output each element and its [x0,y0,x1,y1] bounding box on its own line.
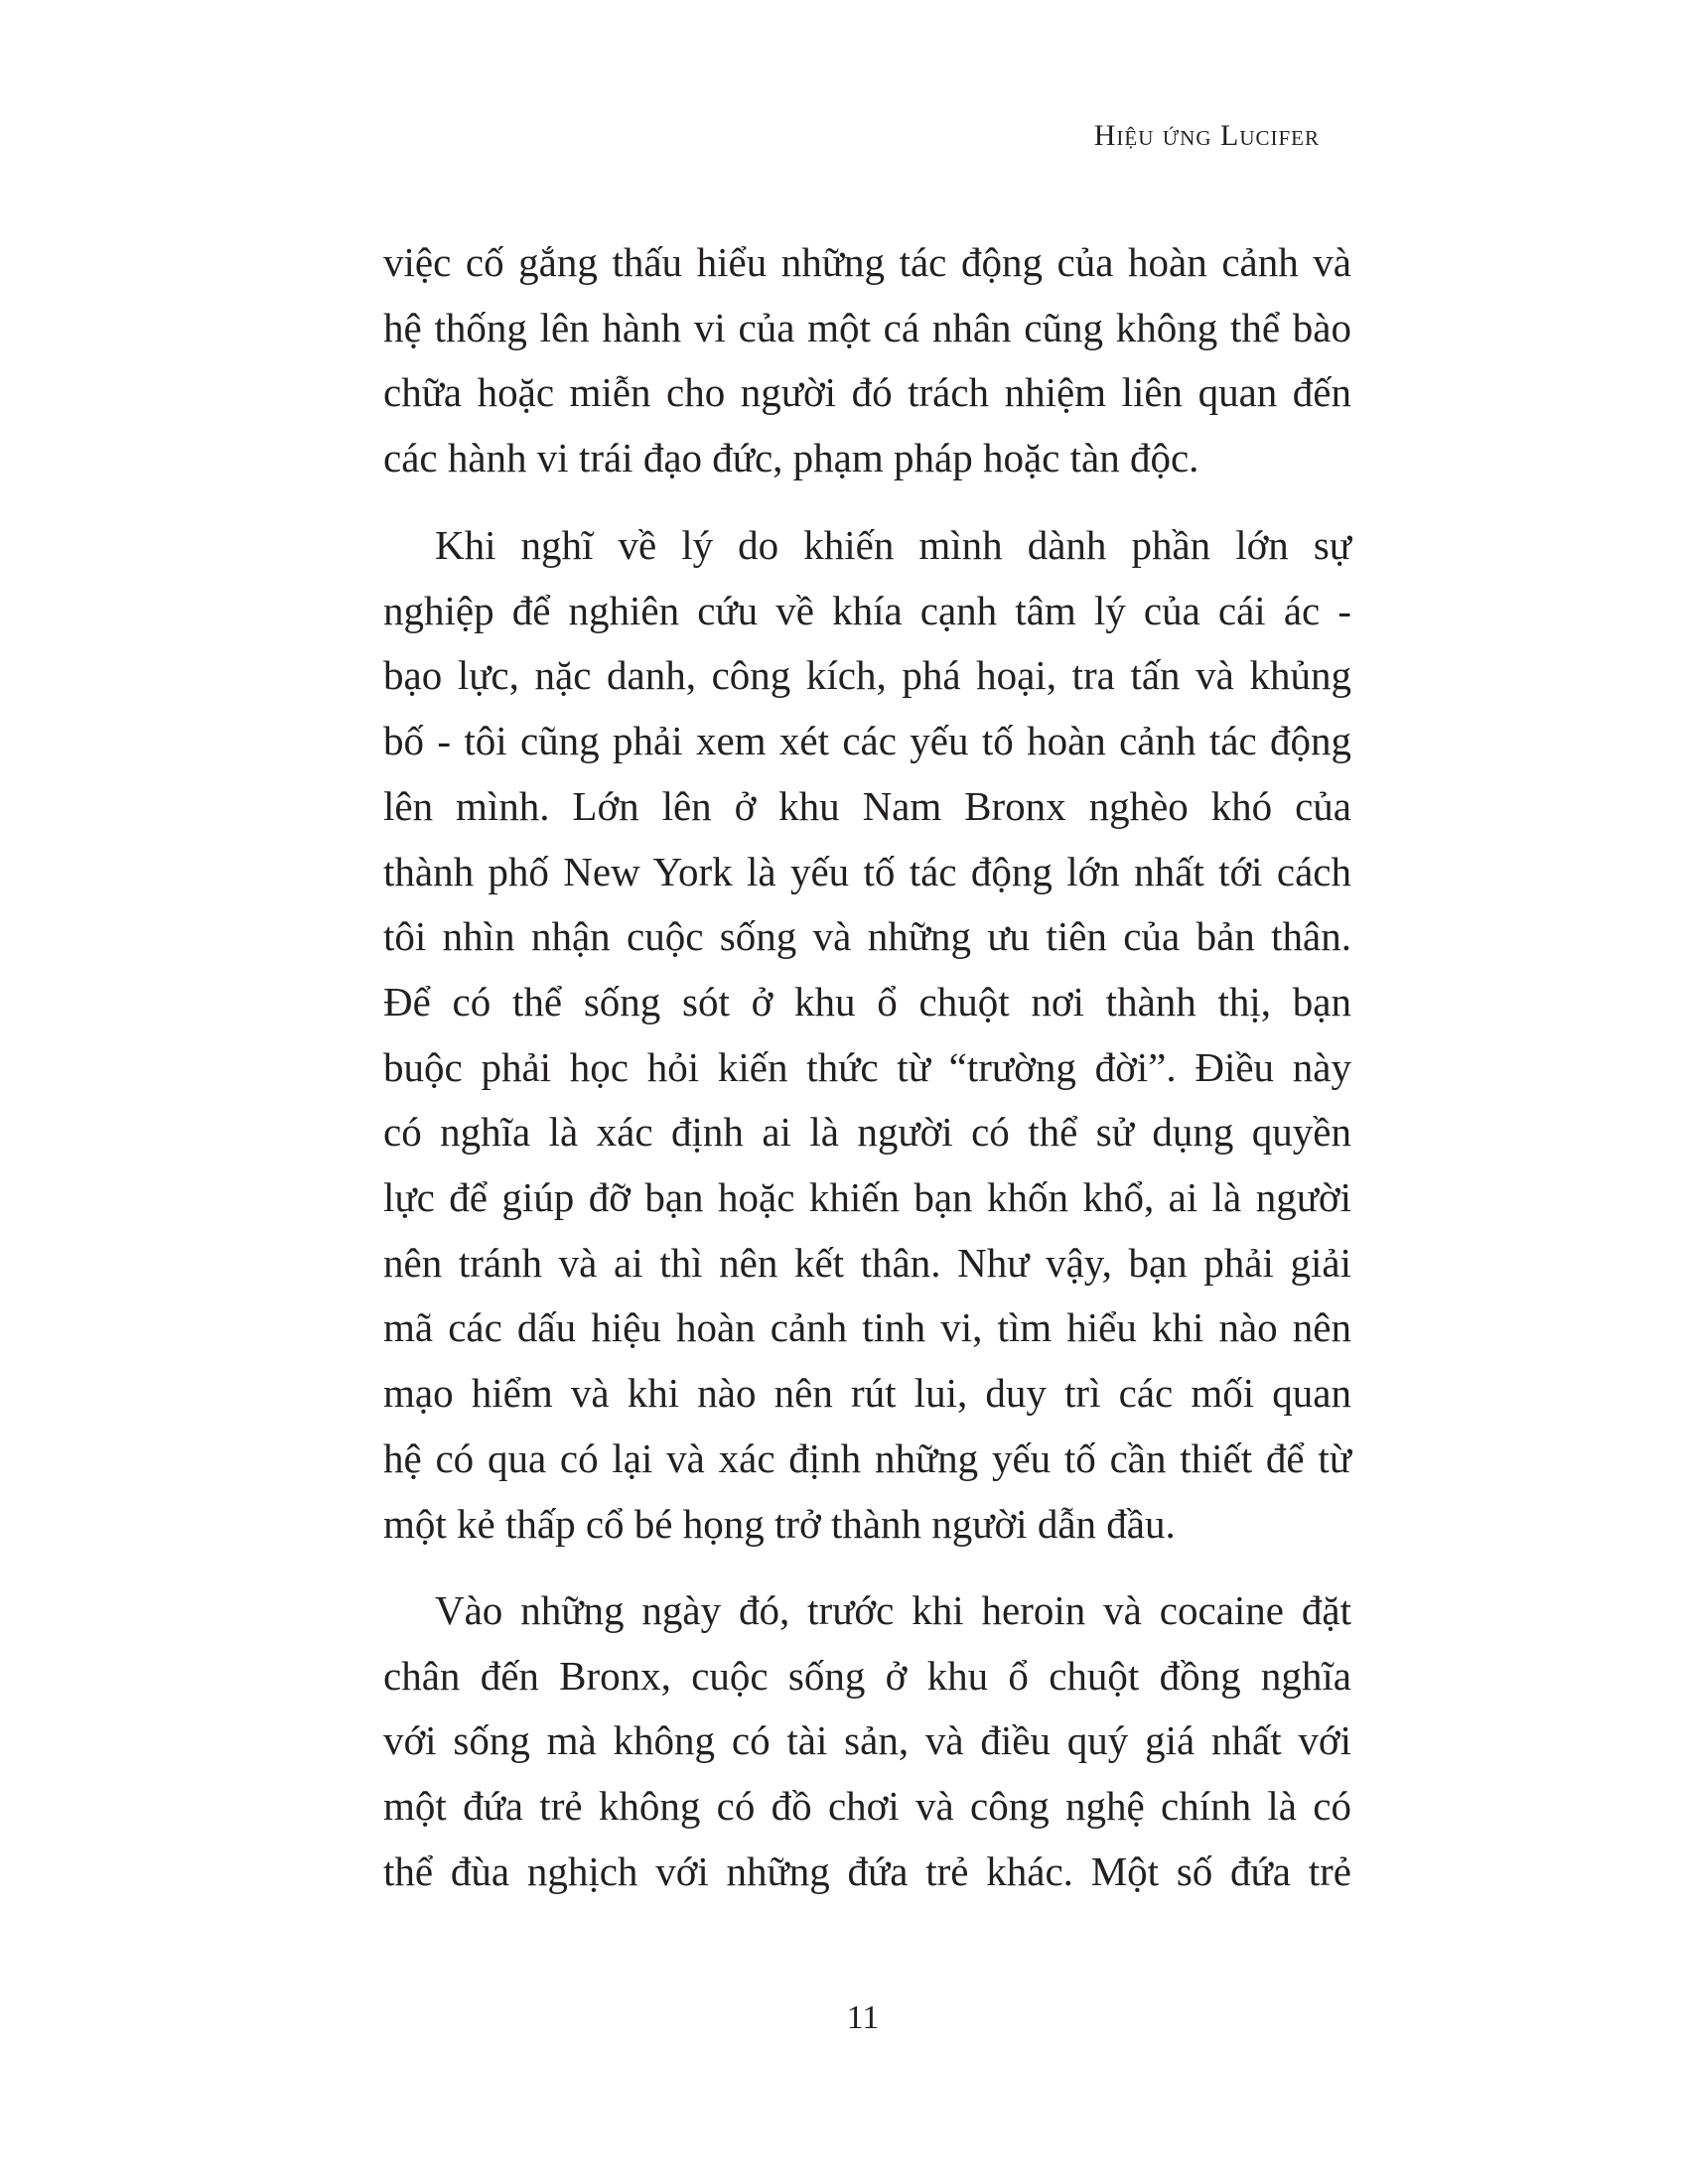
text-line: buộc phải học hỏi kiến thức từ “trường đời”. Điều này [383,1043,1351,1090]
text-line: bố - tôi cũng phải xem xét các yếu tố hoàn cảnh tác động [383,718,1351,764]
text-line: một kẻ thấp cổ bé họng trở thành người dẫn đầu. [383,1500,1176,1547]
text-line: bạo lực, nặc danh, công kích, phá hoại, tra tấn và khủng [383,652,1351,699]
text-line: nghiệp để nghiên cứu về khía cạnh tâm lý của cái ác - [383,587,1351,633]
text-line: tôi nhìn nhận cuộc sống và những ưu tiên của bản thân. [383,913,1351,960]
text-line: thể đùa nghịch với những đứa trẻ khác. Một số đứa trẻ [383,1847,1351,1894]
text-line: lên mình. Lớn lên ở khu Nam Bronx nghèo khó của [383,782,1351,829]
text-line: Khi nghĩ về lý do khiến mình dành phần lớn sự [435,522,1351,568]
text-line: Vào những ngày đó, trước khi heroin và cocaine đặt [435,1587,1351,1633]
text-line: một đứa trẻ không có đồ chơi và công nghệ chính là có [383,1783,1351,1830]
text-line: hệ thống lên hành vi của một cá nhân cũng không thể bào [383,304,1351,350]
page-number: 11 [846,1999,880,2036]
text-line: các hành vi trái đạo đức, phạm pháp hoặc tàn độc. [383,435,1199,481]
text-line: chân đến Bronx, cuộc sống ở khu ổ chuột đồng nghĩa [383,1652,1351,1699]
text-line: với sống mà không có tài sản, và điều quý giá nhất với [383,1717,1351,1764]
text-line: mã các dấu hiệu hoàn cảnh tinh vi, tìm hiểu khi nào nên [383,1304,1351,1351]
text-line: hệ có qua có lại và xác định những yếu tố cần thiết để từ [383,1434,1351,1481]
text-line: Để có thể sống sót ở khu ổ chuột nơi thành thị, bạn [383,978,1351,1024]
text-line: nên tránh và ai thì nên kết thân. Như vậy, bạn phải giải [383,1239,1351,1286]
text-line: việc cố gắng thấu hiểu những tác động của hoàn cảnh và [383,239,1351,285]
text-line: thành phố New York là yếu tố tác động lớn nhất tới cách [383,848,1351,894]
text-line: mạo hiểm và khi nào nên rút lui, duy trì các mối quan [383,1370,1351,1417]
text-line: lực để giúp đỡ bạn hoặc khiến bạn khốn khổ, ai là người [383,1174,1351,1220]
running-head: Hiệu ứng Lucifer [1093,119,1320,152]
text-line: có nghĩa là xác định ai là người có thể sử dụng quyền [383,1109,1351,1156]
text-line: chữa hoặc miễn cho người đó trách nhiệm liên quan đến [383,369,1351,416]
